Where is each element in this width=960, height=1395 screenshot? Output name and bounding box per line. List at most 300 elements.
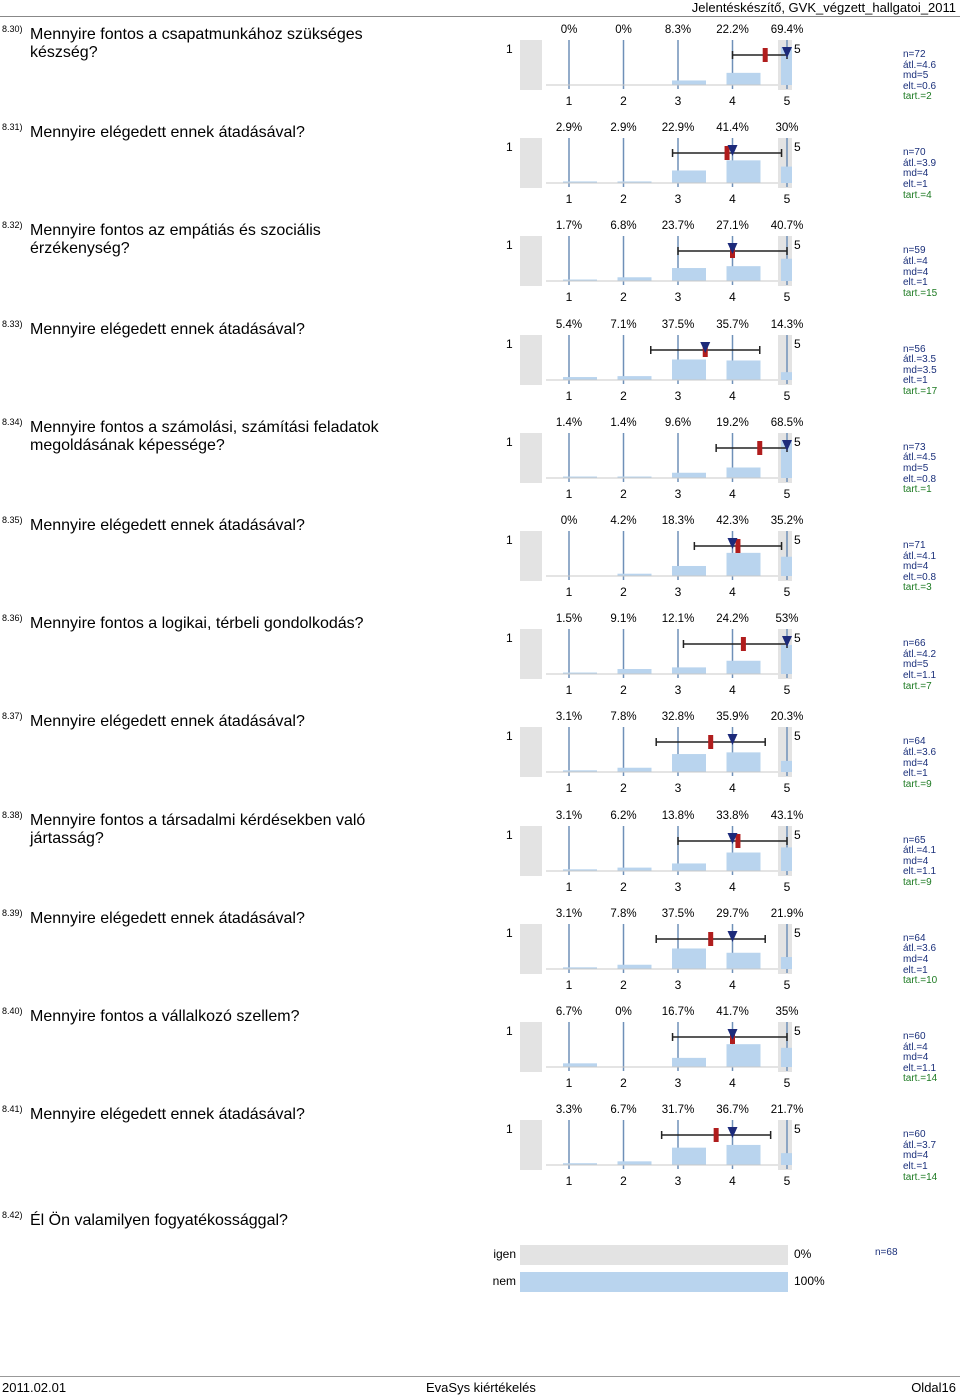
scale-tick-label: 3 <box>674 585 682 599</box>
scale-tick-label: 1 <box>565 290 573 305</box>
median-marker <box>700 342 710 353</box>
scale-tick-label: 1 <box>565 192 573 207</box>
scale-tick-label: 2 <box>620 585 627 599</box>
answer-bar <box>672 1148 706 1165</box>
percent-label: 6.7% <box>555 1006 583 1018</box>
answer-distribution-chart <box>520 1004 799 1094</box>
answer-bar <box>672 948 706 969</box>
percent-label: 9.1% <box>610 613 637 626</box>
scale-tick-labels <box>520 683 792 697</box>
stat-median: md=4 <box>903 855 929 867</box>
stat-abstentions: tart.=17 <box>903 385 938 397</box>
percent-label: 6.7% <box>610 1104 637 1117</box>
percent-label: 3.1% <box>555 907 583 920</box>
answer-bar <box>618 669 652 674</box>
question-text: Mennyire fontos a számolási, számítási feladatok megoldásának képessége? <box>30 418 379 454</box>
scale-tick-label: 5 <box>783 192 791 207</box>
stat-abstentions: tart.=4 <box>903 189 932 201</box>
scale-tick-label: 4 <box>729 486 736 501</box>
scale-right-label: 5 <box>794 434 801 449</box>
question-8-35 <box>0 513 960 611</box>
scale-tick-labels <box>520 1076 792 1090</box>
scale-tick-label: 2 <box>620 879 627 894</box>
question-number: 8.37) <box>2 711 23 722</box>
statistics-summary <box>903 50 936 103</box>
scale-left-label: 1 <box>506 729 513 744</box>
question-number: 8.40) <box>2 1006 23 1016</box>
scale-tick-label: 1 <box>565 781 573 796</box>
percent-label: 1.5% <box>555 613 583 626</box>
scale-right-label: 5 <box>794 631 801 646</box>
scale-right-label: 5 <box>794 729 801 744</box>
scale-tick-label: 3 <box>674 683 682 698</box>
percent-labels <box>520 122 799 136</box>
stat-count: n=64 <box>903 736 926 748</box>
statistics-summary <box>903 541 936 594</box>
answer-bar <box>672 473 706 478</box>
percent-labels <box>520 809 804 824</box>
scale-tick-label: 3 <box>674 192 682 207</box>
answer-bar <box>727 360 761 380</box>
answer-bar <box>727 953 761 969</box>
chart-side-background <box>520 433 542 483</box>
percent-label: 24.2% <box>716 613 749 626</box>
percent-label: 41.4% <box>716 122 749 135</box>
scale-tick-label: 3 <box>674 388 682 403</box>
answer-bar <box>781 259 792 281</box>
question-number: 8.32) <box>2 220 23 231</box>
question-8-40 <box>0 1004 960 1102</box>
percent-label: 2.9% <box>610 122 637 135</box>
answer-bar <box>781 1153 792 1165</box>
statistics-summary <box>903 148 936 201</box>
answer-bar <box>672 359 706 380</box>
answer-bar <box>672 1058 706 1067</box>
answer-bar <box>727 73 761 85</box>
percent-label: 40.7% <box>770 220 804 233</box>
question-text: Mennyire elégedett ennek átadásával? <box>30 517 305 534</box>
scale-tick-label: 4 <box>729 1174 736 1189</box>
answer-distribution-chart <box>520 22 804 112</box>
question-text: Mennyire elégedett ennek átadásával? <box>30 320 305 338</box>
stat-std-dev: elt.=1 <box>903 277 928 289</box>
scale-tick-label: 3 <box>674 879 682 894</box>
answer-row-nem <box>0 1272 960 1292</box>
percent-label: 8.3% <box>664 24 692 36</box>
percent-label: 22.2% <box>716 24 749 36</box>
question-text: Mennyire fontos a társadalmi kérdésekben való jártasság? <box>30 811 366 847</box>
response-count: n=68 <box>875 1247 898 1258</box>
stat-mean: átl.=3.6 <box>903 943 937 955</box>
chart-side-background <box>520 236 542 286</box>
answer-bar <box>781 645 792 674</box>
stat-median: md=4 <box>903 1150 929 1162</box>
answer-bar <box>727 1044 761 1067</box>
median-marker <box>728 734 738 745</box>
percent-label: 30% <box>775 122 799 135</box>
scale-right-label: 5 <box>794 925 801 940</box>
scale-tick-label: 2 <box>620 388 627 403</box>
percent-labels <box>520 24 804 38</box>
scale-tick-labels <box>520 1174 792 1188</box>
chart-side-background <box>520 40 542 90</box>
stat-std-dev: elt.=0.6 <box>903 80 937 92</box>
statistics-summary <box>903 639 936 692</box>
answer-bar <box>618 278 652 282</box>
scale-tick-labels <box>520 781 792 795</box>
answer-bar <box>618 867 652 870</box>
answer-bar <box>781 372 792 380</box>
stat-std-dev: elt.=1 <box>903 1160 928 1172</box>
scale-tick-label: 4 <box>729 977 736 992</box>
percent-label: 32.8% <box>661 711 695 724</box>
stat-median: md=5 <box>903 70 929 82</box>
scale-tick-label: 3 <box>674 94 682 108</box>
scale-tick-labels <box>520 487 792 501</box>
stat-abstentions: tart.=9 <box>903 778 932 790</box>
percent-label: 1.7% <box>555 220 583 233</box>
stat-mean: átl.=4.5 <box>903 452 937 464</box>
question-number: 8.34) <box>2 416 23 427</box>
answer-label: nem <box>492 1274 516 1288</box>
scale-tick-label: 2 <box>620 1076 627 1090</box>
stat-mean: átl.=4.1 <box>903 550 937 562</box>
question-text: Mennyire fontos a csapatmunkához szükséges készség? <box>30 26 363 61</box>
chart-side-background <box>520 1120 542 1170</box>
stat-count: n=70 <box>903 147 926 159</box>
stat-std-dev: elt.=1 <box>903 964 928 976</box>
answer-label: igen <box>493 1247 516 1261</box>
answer-bar <box>672 754 706 772</box>
mean-marker <box>735 834 740 848</box>
stat-mean: átl.=3.6 <box>903 746 937 758</box>
percent-label: 37.5% <box>661 318 695 331</box>
chart-side-background <box>520 335 542 385</box>
stat-abstentions: tart.=3 <box>903 582 932 594</box>
percent-label: 12.1% <box>661 613 695 626</box>
answer-bar <box>781 957 792 969</box>
scale-tick-label: 3 <box>674 1174 682 1189</box>
question-8-37 <box>0 709 960 807</box>
statistics-summary <box>903 1032 937 1085</box>
stat-abstentions: tart.=14 <box>903 1171 938 1183</box>
scale-left-label: 1 <box>506 434 513 449</box>
scale-right-label: 5 <box>794 827 801 842</box>
stat-count: n=64 <box>903 932 926 944</box>
percent-label: 5.4% <box>555 318 583 331</box>
question-number: 8.38) <box>2 809 23 820</box>
mean-marker <box>714 1128 719 1142</box>
percent-label: 7.8% <box>610 907 637 920</box>
question-text: Mennyire fontos az empátiás és szociális érzékenység? <box>30 222 321 258</box>
scale-tick-label: 4 <box>729 781 736 796</box>
percent-label: 7.8% <box>610 711 637 724</box>
scale-tick-labels <box>520 978 792 992</box>
percent-labels <box>520 907 804 922</box>
scale-left-label: 1 <box>506 1024 513 1038</box>
report-title: Jelentéskészítő, GVK_végzett_hallgatoi_2011 <box>691 0 956 15</box>
stat-count: n=60 <box>903 1031 926 1042</box>
answer-distribution-chart <box>520 120 799 210</box>
answer-distribution-chart <box>520 317 804 407</box>
percent-label: 0% <box>615 24 632 36</box>
answer-bar <box>672 566 706 576</box>
percent-label: 68.5% <box>770 416 804 429</box>
chart-side-background <box>520 1022 542 1072</box>
question-number: 8.30) <box>2 24 23 34</box>
answer-percent: 0% <box>794 1247 812 1261</box>
scale-tick-label: 1 <box>565 1174 573 1189</box>
answer-distribution-chart <box>520 808 804 898</box>
scale-tick-label: 3 <box>674 781 682 796</box>
percent-label: 42.3% <box>716 515 749 527</box>
scale-tick-label: 5 <box>783 290 791 305</box>
mean-marker <box>708 932 713 946</box>
scale-tick-label: 4 <box>729 1076 736 1090</box>
scale-tick-label: 2 <box>620 192 627 207</box>
question-text: Él Ön valamilyen fogyatékossággal? <box>30 1212 288 1229</box>
percent-label: 0% <box>615 1006 632 1018</box>
percent-label: 33.8% <box>716 809 749 822</box>
scale-tick-label: 5 <box>783 781 791 796</box>
chart-side-background <box>520 531 542 581</box>
stat-median: md=4 <box>903 757 929 769</box>
percent-label: 3.1% <box>555 711 583 724</box>
question-8-32 <box>0 218 960 316</box>
question-number: 8.36) <box>2 613 23 624</box>
stat-count: n=73 <box>903 441 926 453</box>
scale-tick-label: 5 <box>783 683 791 698</box>
question-8-42 <box>0 1208 960 1308</box>
answer-distribution-chart <box>520 415 804 505</box>
scale-right-label: 5 <box>794 336 801 351</box>
answer-bar <box>672 80 706 85</box>
statistics-summary <box>903 737 936 790</box>
percent-label: 3.3% <box>555 1104 583 1117</box>
scale-tick-labels <box>520 192 792 206</box>
scale-tick-label: 3 <box>674 977 682 992</box>
percent-labels <box>520 318 804 333</box>
scale-tick-label: 5 <box>783 879 791 894</box>
percent-label: 43.1% <box>770 809 804 822</box>
scale-right-label: 5 <box>794 140 801 155</box>
stat-count: n=60 <box>903 1129 926 1141</box>
stat-abstentions: tart.=9 <box>903 876 932 888</box>
question-text: Mennyire elégedett ennek átadásával? <box>30 1106 305 1124</box>
stat-median: md=4 <box>903 168 929 180</box>
scale-tick-labels <box>520 290 792 304</box>
question-text: Mennyire elégedett ennek átadásával? <box>30 909 305 927</box>
question-number: 8.41) <box>2 1104 23 1115</box>
percent-label: 18.3% <box>661 515 695 527</box>
stat-median: md=4 <box>903 1052 929 1064</box>
stat-std-dev: elt.=1.1 <box>903 1062 937 1074</box>
scale-tick-label: 1 <box>565 683 573 698</box>
stat-mean: átl.=4.2 <box>903 648 937 660</box>
question-text: Mennyire elégedett ennek átadásával? <box>30 713 305 731</box>
answer-distribution-chart <box>520 906 804 996</box>
answer-bar <box>781 557 792 576</box>
answer-bar-track <box>520 1245 788 1265</box>
question-number: 8.42) <box>2 1210 23 1220</box>
percent-labels <box>520 416 804 431</box>
percent-label: 13.8% <box>661 809 695 822</box>
scale-tick-label: 1 <box>565 94 573 108</box>
percent-labels <box>520 613 799 627</box>
answer-bar <box>563 1063 597 1067</box>
statistics-summary <box>903 836 936 889</box>
stat-median: md=4 <box>903 266 929 278</box>
answer-bar <box>672 268 706 281</box>
stat-std-dev: elt.=1 <box>903 178 928 190</box>
percent-label: 29.7% <box>716 907 749 920</box>
scale-right-label: 5 <box>794 42 801 56</box>
percent-label: 53% <box>775 613 799 626</box>
percent-label: 0% <box>560 24 578 36</box>
scale-right-label: 5 <box>794 1122 801 1137</box>
percent-labels <box>520 1104 804 1118</box>
report-header <box>0 0 960 16</box>
percent-label: 1.4% <box>610 416 637 429</box>
answer-bar <box>727 852 761 870</box>
scale-tick-label: 4 <box>729 192 736 207</box>
scale-tick-labels <box>520 585 792 599</box>
question-number: 8.31) <box>2 122 23 133</box>
question-text: Mennyire fontos a vállalkozó szellem? <box>30 1008 300 1025</box>
scale-tick-label: 5 <box>783 486 791 501</box>
answer-bar <box>727 467 761 478</box>
scale-tick-label: 2 <box>620 781 627 796</box>
percent-label: 19.2% <box>716 416 749 429</box>
stat-mean: átl.=4 <box>903 1041 928 1053</box>
answer-bar-track <box>520 1272 788 1292</box>
stat-count: n=66 <box>903 638 926 650</box>
question-8-33 <box>0 317 960 415</box>
answer-bar <box>618 768 652 772</box>
statistics-summary <box>903 934 937 987</box>
answer-bar <box>618 376 652 380</box>
percent-label: 27.1% <box>716 220 749 233</box>
percent-label: 36.7% <box>716 1104 749 1117</box>
mean-marker <box>757 441 762 455</box>
percent-label: 21.9% <box>770 907 804 920</box>
stat-mean: átl.=3.9 <box>903 157 937 169</box>
mean-marker <box>763 48 768 62</box>
scale-tick-label: 1 <box>565 977 573 992</box>
scale-tick-label: 2 <box>620 683 627 698</box>
answer-bar-fill <box>520 1272 788 1292</box>
answer-bar <box>727 1145 761 1165</box>
scale-tick-labels <box>520 94 792 108</box>
stat-count: n=59 <box>903 245 926 257</box>
footer-system: EvaSys kiértékelés <box>426 1380 536 1395</box>
percent-label: 41.7% <box>716 1006 749 1018</box>
answer-bar <box>672 668 706 675</box>
answer-distribution-chart <box>520 218 804 308</box>
answer-row-igen <box>0 1245 960 1265</box>
scale-tick-label: 4 <box>729 683 736 698</box>
scale-left-label: 1 <box>506 140 513 155</box>
median-marker <box>728 243 738 254</box>
question-text: Mennyire elégedett ennek átadásával? <box>30 124 305 142</box>
percent-labels <box>520 1006 799 1020</box>
scale-tick-label: 4 <box>729 388 736 403</box>
stat-mean: átl.=3.5 <box>903 354 937 366</box>
question-8-34 <box>0 415 960 513</box>
chart-side-background <box>520 826 542 876</box>
statistics-summary <box>903 345 937 398</box>
scale-tick-label: 5 <box>783 977 791 992</box>
footer-page-number: Oldal16 <box>911 1380 956 1395</box>
question-text: Mennyire fontos a logikai, térbeli gondolkodás? <box>30 615 364 633</box>
scale-tick-label: 1 <box>565 585 573 599</box>
percent-label: 3.1% <box>555 809 583 822</box>
header-divider <box>0 16 960 17</box>
stat-abstentions: tart.=14 <box>903 1073 938 1085</box>
statistics-summary <box>903 246 937 299</box>
scale-left-label: 1 <box>506 42 513 56</box>
percent-label: 7.1% <box>610 318 637 331</box>
mean-marker <box>708 735 713 749</box>
stat-count: n=71 <box>903 540 926 551</box>
question-8-41 <box>0 1102 960 1200</box>
question-8-30 <box>0 22 960 120</box>
question-8-31 <box>0 120 960 218</box>
stat-count: n=65 <box>903 834 926 846</box>
scale-tick-label: 3 <box>674 486 682 501</box>
percent-label: 4.2% <box>610 515 637 527</box>
scale-tick-labels <box>520 880 792 894</box>
scale-right-label: 5 <box>794 238 801 253</box>
stat-median: md=4 <box>903 953 929 965</box>
stat-count: n=72 <box>903 49 926 60</box>
scale-tick-label: 5 <box>783 1076 791 1090</box>
scale-tick-label: 4 <box>729 290 736 305</box>
percent-label: 21.7% <box>770 1104 804 1117</box>
percent-label: 35.9% <box>716 711 749 724</box>
answer-bar <box>618 1162 652 1166</box>
footer-date: 2011.02.01 <box>2 1380 67 1395</box>
statistics-summary <box>903 443 936 496</box>
answer-bar <box>672 171 706 184</box>
mean-marker <box>725 146 730 160</box>
stat-median: md=4 <box>903 561 929 573</box>
scale-left-label: 1 <box>506 925 513 940</box>
stat-abstentions: tart.=15 <box>903 287 938 299</box>
percent-label: 16.7% <box>661 1006 695 1018</box>
stat-std-dev: elt.=1 <box>903 375 928 387</box>
answer-bar <box>727 267 761 282</box>
percent-label: 1.4% <box>555 416 583 429</box>
scale-tick-label: 2 <box>620 1174 627 1189</box>
percent-labels <box>520 711 804 725</box>
scale-tick-label: 4 <box>729 94 736 108</box>
scale-tick-label: 5 <box>783 94 791 108</box>
question-8-38 <box>0 808 960 906</box>
scale-tick-labels <box>520 389 792 403</box>
question-8-39 <box>0 906 960 1004</box>
stat-abstentions: tart.=1 <box>903 484 932 496</box>
stat-std-dev: elt.=0.8 <box>903 571 937 583</box>
chart-side-background <box>520 138 542 188</box>
scale-tick-label: 2 <box>620 94 627 108</box>
answer-bar <box>781 847 792 871</box>
stat-abstentions: tart.=7 <box>903 680 932 692</box>
percent-label: 37.5% <box>661 907 695 920</box>
percent-label: 6.8% <box>610 220 637 233</box>
scale-tick-label: 2 <box>620 290 627 305</box>
footer-divider <box>0 1376 960 1377</box>
